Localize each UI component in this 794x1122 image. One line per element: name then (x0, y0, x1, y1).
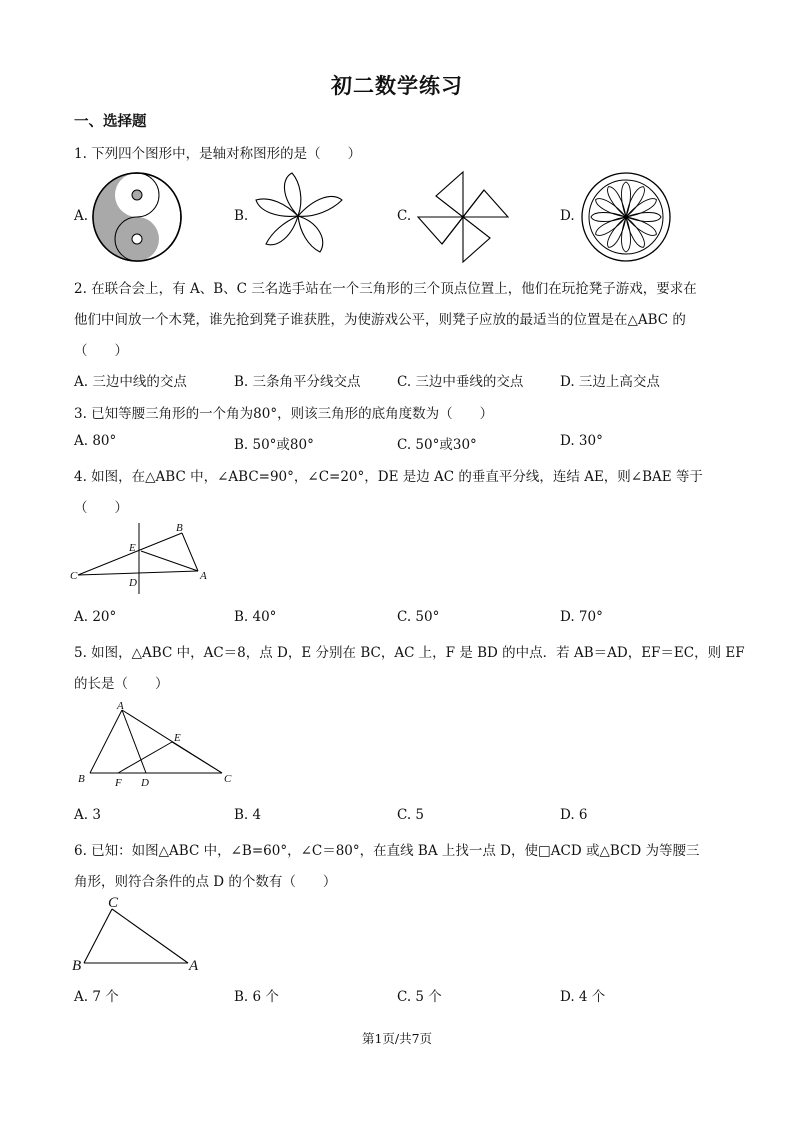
q6-option-d: D. 4 个 (560, 989, 606, 1005)
q1-option-c-label: C. (397, 208, 412, 224)
q1-option-d-label: D. (560, 208, 575, 224)
q6-label-b: B (72, 958, 82, 974)
q6-option-b: B. 6 个 (234, 989, 279, 1005)
q5-label-f: F (115, 777, 122, 789)
q5-option-d: D. 6 (560, 807, 588, 823)
question-5-line-1: 5. 如图，△ABC 中，AC＝8，点 D，E 分别在 BC，AC 上，F 是 BD 的中点．若 AB＝AD，EF＝EC，则 EF (74, 645, 745, 661)
q5-label-e: E (174, 732, 181, 744)
question-5-line-2: 的长是（ ） (74, 676, 169, 692)
question-2-line-1: 2. 在联合会上，有 A、B、C 三名选手站在一个三角形的三个顶点位置上，他们在玩抢凳子游戏，要求在 (74, 281, 697, 297)
q6-label-a: A (189, 958, 199, 974)
q5-option-b: B. 4 (234, 807, 262, 823)
q1-option-b-label: B. (234, 208, 249, 224)
q4-label-c: C (70, 570, 78, 582)
flower-circle-figure (580, 171, 672, 263)
q2-option-d: D. 三边上高交点 (560, 374, 660, 390)
q5-triangle-figure (74, 698, 239, 792)
q2-option-a: A. 三边中线的交点 (74, 374, 187, 390)
question-4-line-2: （ ） (74, 500, 128, 516)
q6-triangle-figure (70, 893, 210, 975)
yin-yang-figure (92, 172, 182, 262)
question-1-text: 1. 下列四个图形中，是轴对称图形的是（ ） (74, 146, 362, 162)
q2-option-c: C. 三边中垂线的交点 (397, 374, 524, 390)
q3-option-a: A. 80° (74, 433, 117, 449)
page-title: 初二数学练习 (331, 73, 463, 98)
q4-label-a: A (200, 570, 207, 582)
q4-option-d: D. 70° (560, 609, 603, 625)
page-footer: 第1页/共7页 (361, 1031, 433, 1046)
question-2-line-2: 他们中间放一个木凳，谁先抢到凳子谁获胜，为使游戏公平，则凳子应放的最适当的位置是在△ABC 的 (74, 312, 686, 328)
q5-label-c: C (224, 773, 232, 785)
question-6-line-2: 角形，则符合条件的点 D 的个数有（ ） (74, 874, 337, 890)
q4-label-e: E (129, 542, 136, 554)
q6-option-a: A. 7 个 (74, 989, 119, 1005)
q1-option-a-label: A. (74, 208, 89, 224)
q5-option-c: C. 5 (397, 807, 425, 823)
q4-label-d: D (129, 577, 137, 589)
q6-label-c: C (108, 895, 119, 911)
question-4-line-1: 4. 如图，在△ABC 中，∠ABC=90°，∠C=20°，DE 是边 AC 的垂直平分线，连结 AE，则∠BAE 等于 (74, 469, 703, 485)
q5-option-a: A. 3 (74, 807, 101, 823)
question-2-line-3: （ ） (74, 343, 128, 359)
q2-option-b: B. 三条角平分线交点 (234, 374, 361, 390)
section-heading: 一、选择题 (74, 113, 147, 130)
petals-figure (252, 170, 348, 264)
question-6-line-1: 6. 已知：如图△ABC 中，∠B=60°，∠C＝80°，在直线 BA 上找一点 D，使□ACD 或△BCD 为等腰三 (74, 843, 700, 859)
q4-option-c: C. 50° (397, 609, 440, 625)
q3-option-c: C. 50°或30° (397, 437, 477, 453)
q4-label-b: B (176, 522, 183, 534)
pinwheel-figure (416, 170, 510, 264)
q5-label-a: A (117, 700, 124, 712)
q4-option-a: A. 20° (74, 609, 117, 625)
q5-label-d: D (141, 777, 149, 789)
q3-option-d: D. 30° (560, 433, 603, 449)
q4-option-b: B. 40° (234, 609, 277, 625)
q5-label-b: B (78, 773, 85, 785)
q6-option-c: C. 5 个 (397, 989, 442, 1005)
question-3-text: 3. 已知等腰三角形的一个角为80°，则该三角形的底角度数为（ ） (74, 406, 494, 422)
q4-triangle-figure (68, 520, 218, 598)
q3-option-b: B. 50°或80° (234, 437, 314, 453)
